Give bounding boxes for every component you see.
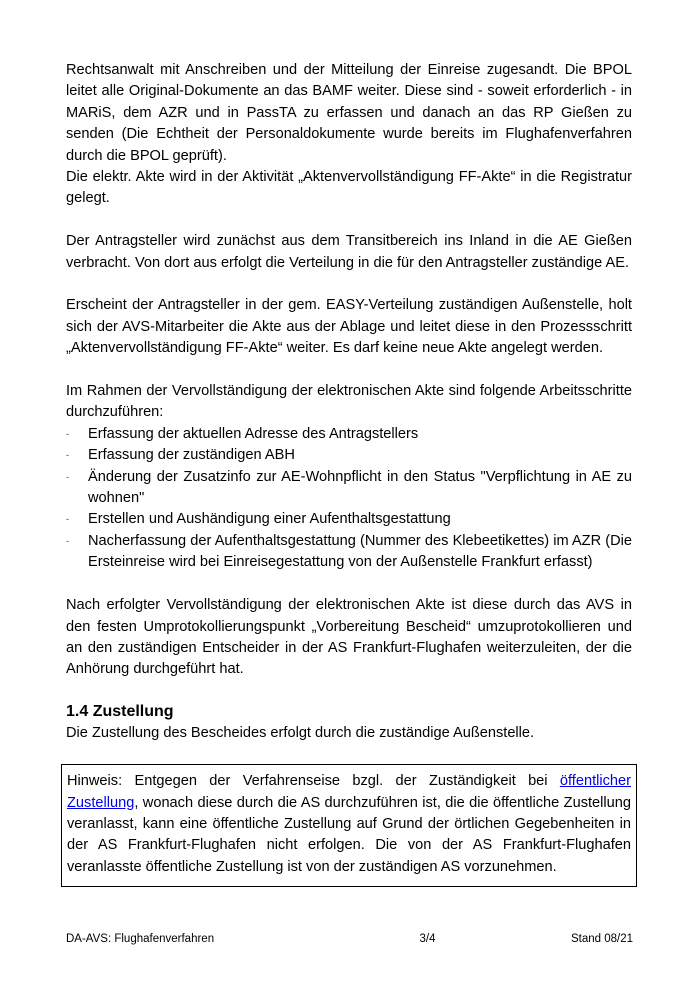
list-item-text: Änderung der Zusatzinfo zur AE-Wohnpflicht in den Status "Verpflichtung in AE zu wohnen" — [88, 468, 632, 507]
bullet-dash: - — [66, 514, 69, 525]
paragraph-bpol-documents: Rechtsanwalt mit Anschreiben und der Mitteilung der Einreise zugesandt. Die BPOL leitet alle Original-Dokumente an das BAMF weiter. Diese sind - soweit erforderlich - in MARiS, dem AZR und in PassTA zu erfassen und danach an das RP Gießen zu senden (Die Echtheit der Personaldokumente wurde bereits im Flughafenverfahren durch die BPOL geprüft). — [66, 62, 632, 164]
public-delivery-link[interactable]: öffentlicher Zustellung — [67, 773, 631, 811]
note-text-after: , wonach diese durch die AS durchzuführen ist, die die öffentliche Zustellung veranlasst, kann eine öffentliche Zustellung auf Grund der örtlichen Gegebenheiten in der AS Frankfurt-Flughafen nicht erfolgen. Die von der AS Frankfurt-Flughafen veranlasste öffentliche Zustellung ist von der zuständigen AS vorzunehmen. — [67, 794, 631, 875]
bullet-dash: - — [66, 450, 69, 461]
footer-date: Stand 08/21 — [570, 933, 633, 945]
section-text: Die Zustellung des Bescheides erfolgt durch die zuständige Außenstelle. — [66, 724, 535, 741]
list-item — [66, 424, 632, 445]
bullet-dash: - — [66, 535, 69, 546]
list-item-text: Erfassung der aktuellen Adresse des Antragstellers — [88, 425, 419, 442]
footer-title: DA-AVS: Flughafenverfahren — [66, 933, 215, 945]
work-steps-list — [66, 424, 632, 574]
paragraph-completion: Nach erfolgter Vervollständigung der elektronischen Akte ist diese durch das AVS in den festen Umprotokollierungspunkt „Vorbereitung Bescheid“ umzuprotokollieren und an den zuständigen Entscheider in der AS Frankfurt-Flughafen weiterzuleiten, der die Anhörung durchgeführt hat. — [66, 597, 632, 678]
paragraph-transit: Der Antragsteller wird zunächst aus dem Transitbereich ins Inland in die AE Gießen verbracht. Von dort aus erfolgt die Verteilung in die für den Antragsteller zuständige AE. — [66, 233, 632, 271]
paragraph-work-steps-intro: Im Rahmen der Vervollständigung der elektronischen Akte sind folgende Arbeitsschritte durchzuführen: — [66, 383, 632, 421]
list-item — [66, 445, 632, 466]
note-box — [61, 764, 637, 887]
paragraph-easy-distribution: Erscheint der Antragsteller in der gem. EASY-Verteilung zuständigen Außenstelle, holt sich der AVS-Mitarbeiter die Akte aus der Ablage und leitet diese in den Prozessschritt „Aktenvervollständigung FF-Akte“ weiter. Es darf keine neue Akte angelegt werden. — [66, 297, 632, 357]
list-item-text: Erstellen und Aushändigung einer Aufenthaltsgestattung — [88, 511, 451, 528]
document-body — [66, 60, 632, 887]
list-item-text: Erfassung der zuständigen ABH — [88, 447, 295, 464]
page-footer — [66, 933, 633, 945]
bullet-dash: - — [66, 428, 69, 439]
paragraph-electronic-file: Die elektr. Akte wird in der Aktivität „Aktenvervollständigung FF-Akte“ in die Registratur gelegt. — [66, 169, 632, 207]
bullet-dash: - — [66, 471, 69, 482]
list-item — [66, 531, 632, 574]
list-item — [66, 509, 632, 530]
list-item — [66, 467, 632, 510]
page-number: 3/4 — [419, 933, 436, 945]
note-text-before: Hinweis: Entgegen der Verfahrenseise bzgl. der Zuständigkeit bei — [67, 773, 560, 790]
list-item-text: Nacherfassung der Aufenthaltsgestattung (Nummer des Klebeetikettes) im AZR (Die Ersteinreise wird bei Einreisegestattung von der Außenstelle Frankfurt erfasst) — [88, 532, 632, 571]
section-heading: 1.4 Zustellung — [66, 702, 174, 720]
